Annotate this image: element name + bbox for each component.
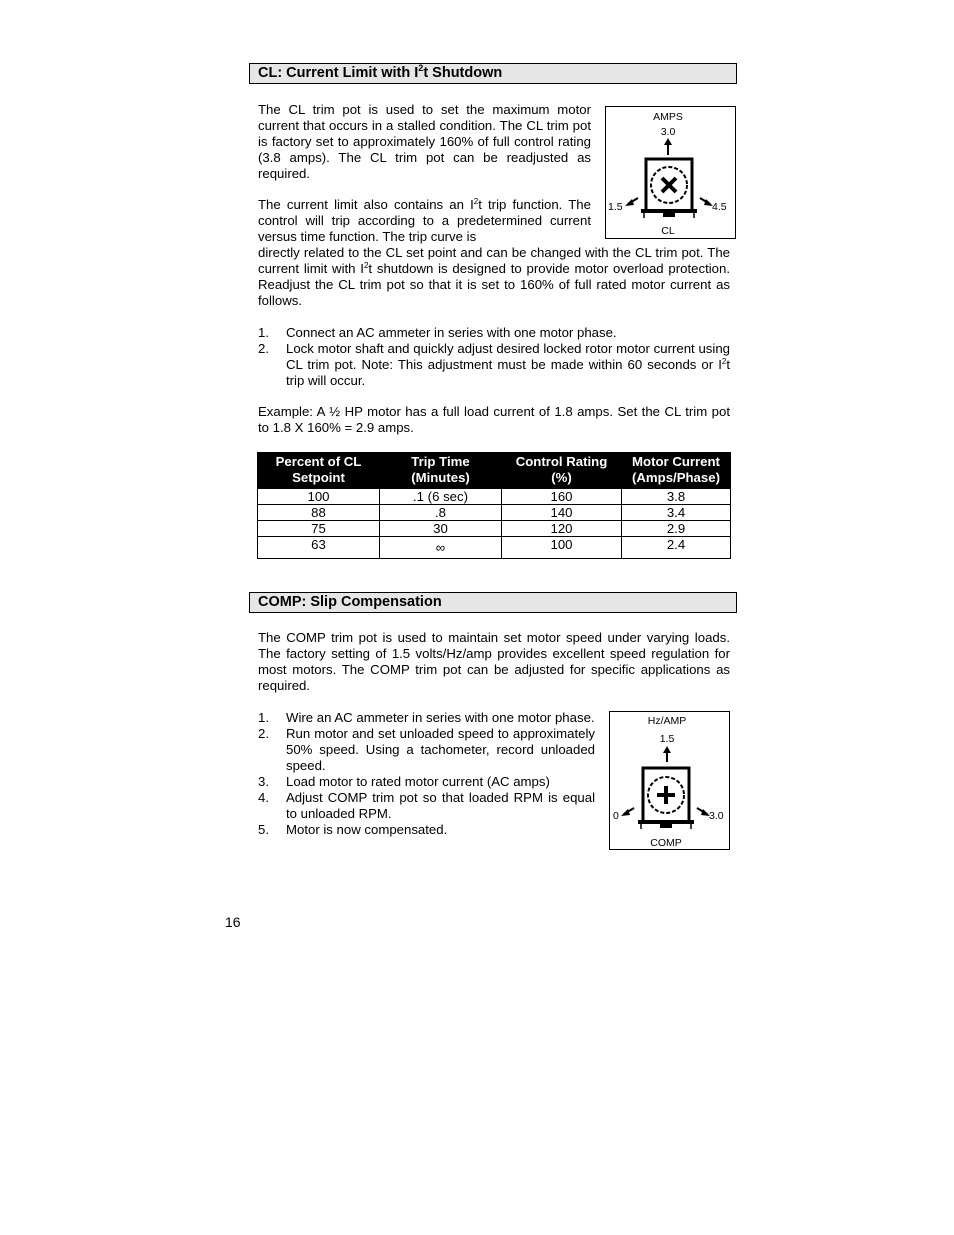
cl-example-paragraph: Example: A ½ HP motor has a full load current of 1.8 amps. Set the CL trim pot to 1.8 X 160% = 2.9 amps. [258,404,730,435]
step-text: Connect an AC ammeter in series with one motor phase. [286,325,617,340]
step-number: 1. [258,710,269,725]
cl-paragraph-2-part-2: directly related to the CL set point and can be changed with the CL trim pot. The current limit with $I^2t$ shutdown is designed to provide motor overload protection. Readjust the CL trim pot so that it is set to 160% of full rated motor current as follows. [258,245,731,308]
table-cell: 63 [258,537,380,559]
step-text: Lock motor shaft and quickly adjust desired locked rotor motor current using CL trim pot. Note: This adjustment must be made within 60 seconds or I [286,341,730,372]
cl-figure-right-value: 4.5 [712,201,727,213]
cl-paragraph-2-sup-2: 2 [363,261,369,270]
comp-section-heading: COMP: Slip Compensation [249,592,737,613]
table-cell: 120 [502,521,622,537]
step-text-end: t trip will occur. [286,357,730,388]
table-cell: 75 [258,521,380,537]
comp-trim-pot-figure [609,711,730,850]
cl-trim-pot-figure [605,106,736,239]
table-cell: 3.8 [622,489,731,505]
page-number: 16 [225,914,241,930]
cl-figure-top-value: 3.0 [660,126,676,138]
cl-figure-bottom-label: CL [661,225,675,237]
cl-paragraph-2-part-1: The current limit also contains an $I^2t$ trip function. The control will trip according to a predetermined current versus time function. The trip curve is [258,197,591,244]
table-cell: 3.4 [622,505,731,521]
table-header-row [258,453,731,489]
step-text: Adjust COMP trim pot so that loaded RPM is equal to unloaded RPM. [286,790,595,821]
plus-icon [657,786,675,804]
table-cell: 30 [380,521,502,537]
cl-heading-text-end: t Shutdown [423,65,503,81]
cl-figure-left-value: 1.5 [608,201,623,213]
step-number: 5. [258,822,269,837]
table-header-cell: Control Rating (%) [502,453,622,489]
table-cell: 2.4 [622,537,731,559]
list-item [258,790,595,822]
trip-time-table [257,452,731,559]
cl-paragraph-2-text-a: The current limit also contains an I [258,197,474,212]
table-cell: .1 (6 sec) [380,489,502,505]
step-text: Motor is now compensated. [286,822,448,837]
cl-heading-superscript: 2 [418,63,424,74]
cl-paragraph-2-sup-1: 2 [473,197,479,206]
comp-trim-pot-diagram [610,712,729,849]
cl-section-heading [249,63,737,84]
step-text: Load motor to rated motor current (AC amps) [286,774,550,789]
list-item [258,822,595,838]
comp-figure-bottom-label: COMP [650,837,682,849]
step-number: 4. [258,790,269,805]
step-number: 2. [258,726,269,741]
step-text: Run motor and set unloaded speed to approximately 50% speed. Using a tachometer, record unloaded speed. [286,726,595,773]
step-number: 3. [258,774,269,789]
table-row [258,537,731,559]
table-cell: 160 [502,489,622,505]
comp-figure-top-value: 1.5 [659,733,675,745]
comp-figure-right-value: 3.0 [709,810,724,822]
step-number: 1. [258,325,269,340]
comp-figure-top-label: Hz/AMP [647,715,687,727]
table-cell: 100 [258,489,380,505]
table-header-cell: Percent of CL Setpoint [258,453,380,489]
table-row [258,505,731,521]
list-item [258,341,730,389]
cl-figure-top-label: AMPS [653,111,683,123]
step-text: Wire an AC ammeter in series with one motor phase. [286,710,595,725]
table-cell: 140 [502,505,622,521]
cl-paragraph-2-text-c: t shutdown is designed to provide motor overload protection. Readjust the CL trim pot so that it is set to 160% of full rated motor current as follows. [258,261,731,308]
step-number: 2. [258,341,269,356]
table-cell: .8 [380,505,502,521]
table-cell: 2.9 [622,521,731,537]
step-superscript: 2 [721,357,727,366]
comp-figure-left-value: 0 [613,810,619,822]
cl-heading-text: CL: Current Limit with I [258,65,419,81]
x-icon [662,178,676,192]
comp-steps-list [258,710,595,838]
cl-steps-list [258,325,730,389]
table-header-cell: Trip Time (Minutes) [380,453,502,489]
table-row [258,521,731,537]
comp-paragraph-1: The COMP trim pot is used to maintain set motor speed under varying loads. The factory setting of 1.5 volts/Hz/amp provides excellent speed regulation for most motors. The COMP trim pot can be adjusted for specific applications as required. [258,630,730,693]
cl-trim-pot-diagram [606,107,735,238]
list-item [258,325,730,341]
list-item [258,726,595,774]
list-item [258,774,595,790]
list-item [258,710,595,726]
table-cell: ∞ [380,537,502,559]
cl-paragraph-1: The CL trim pot is used to set the maximum motor current that occurs in a stalled condition. The CL trim pot is factory set to approximately 160% of full control rating (3.8 amps). The CL trim pot can be readjusted as required. [258,102,591,181]
table-header-cell: Motor Current (Amps/Phase) [622,453,731,489]
table-cell: 100 [502,537,622,559]
table-cell: 88 [258,505,380,521]
table-row [258,489,731,505]
